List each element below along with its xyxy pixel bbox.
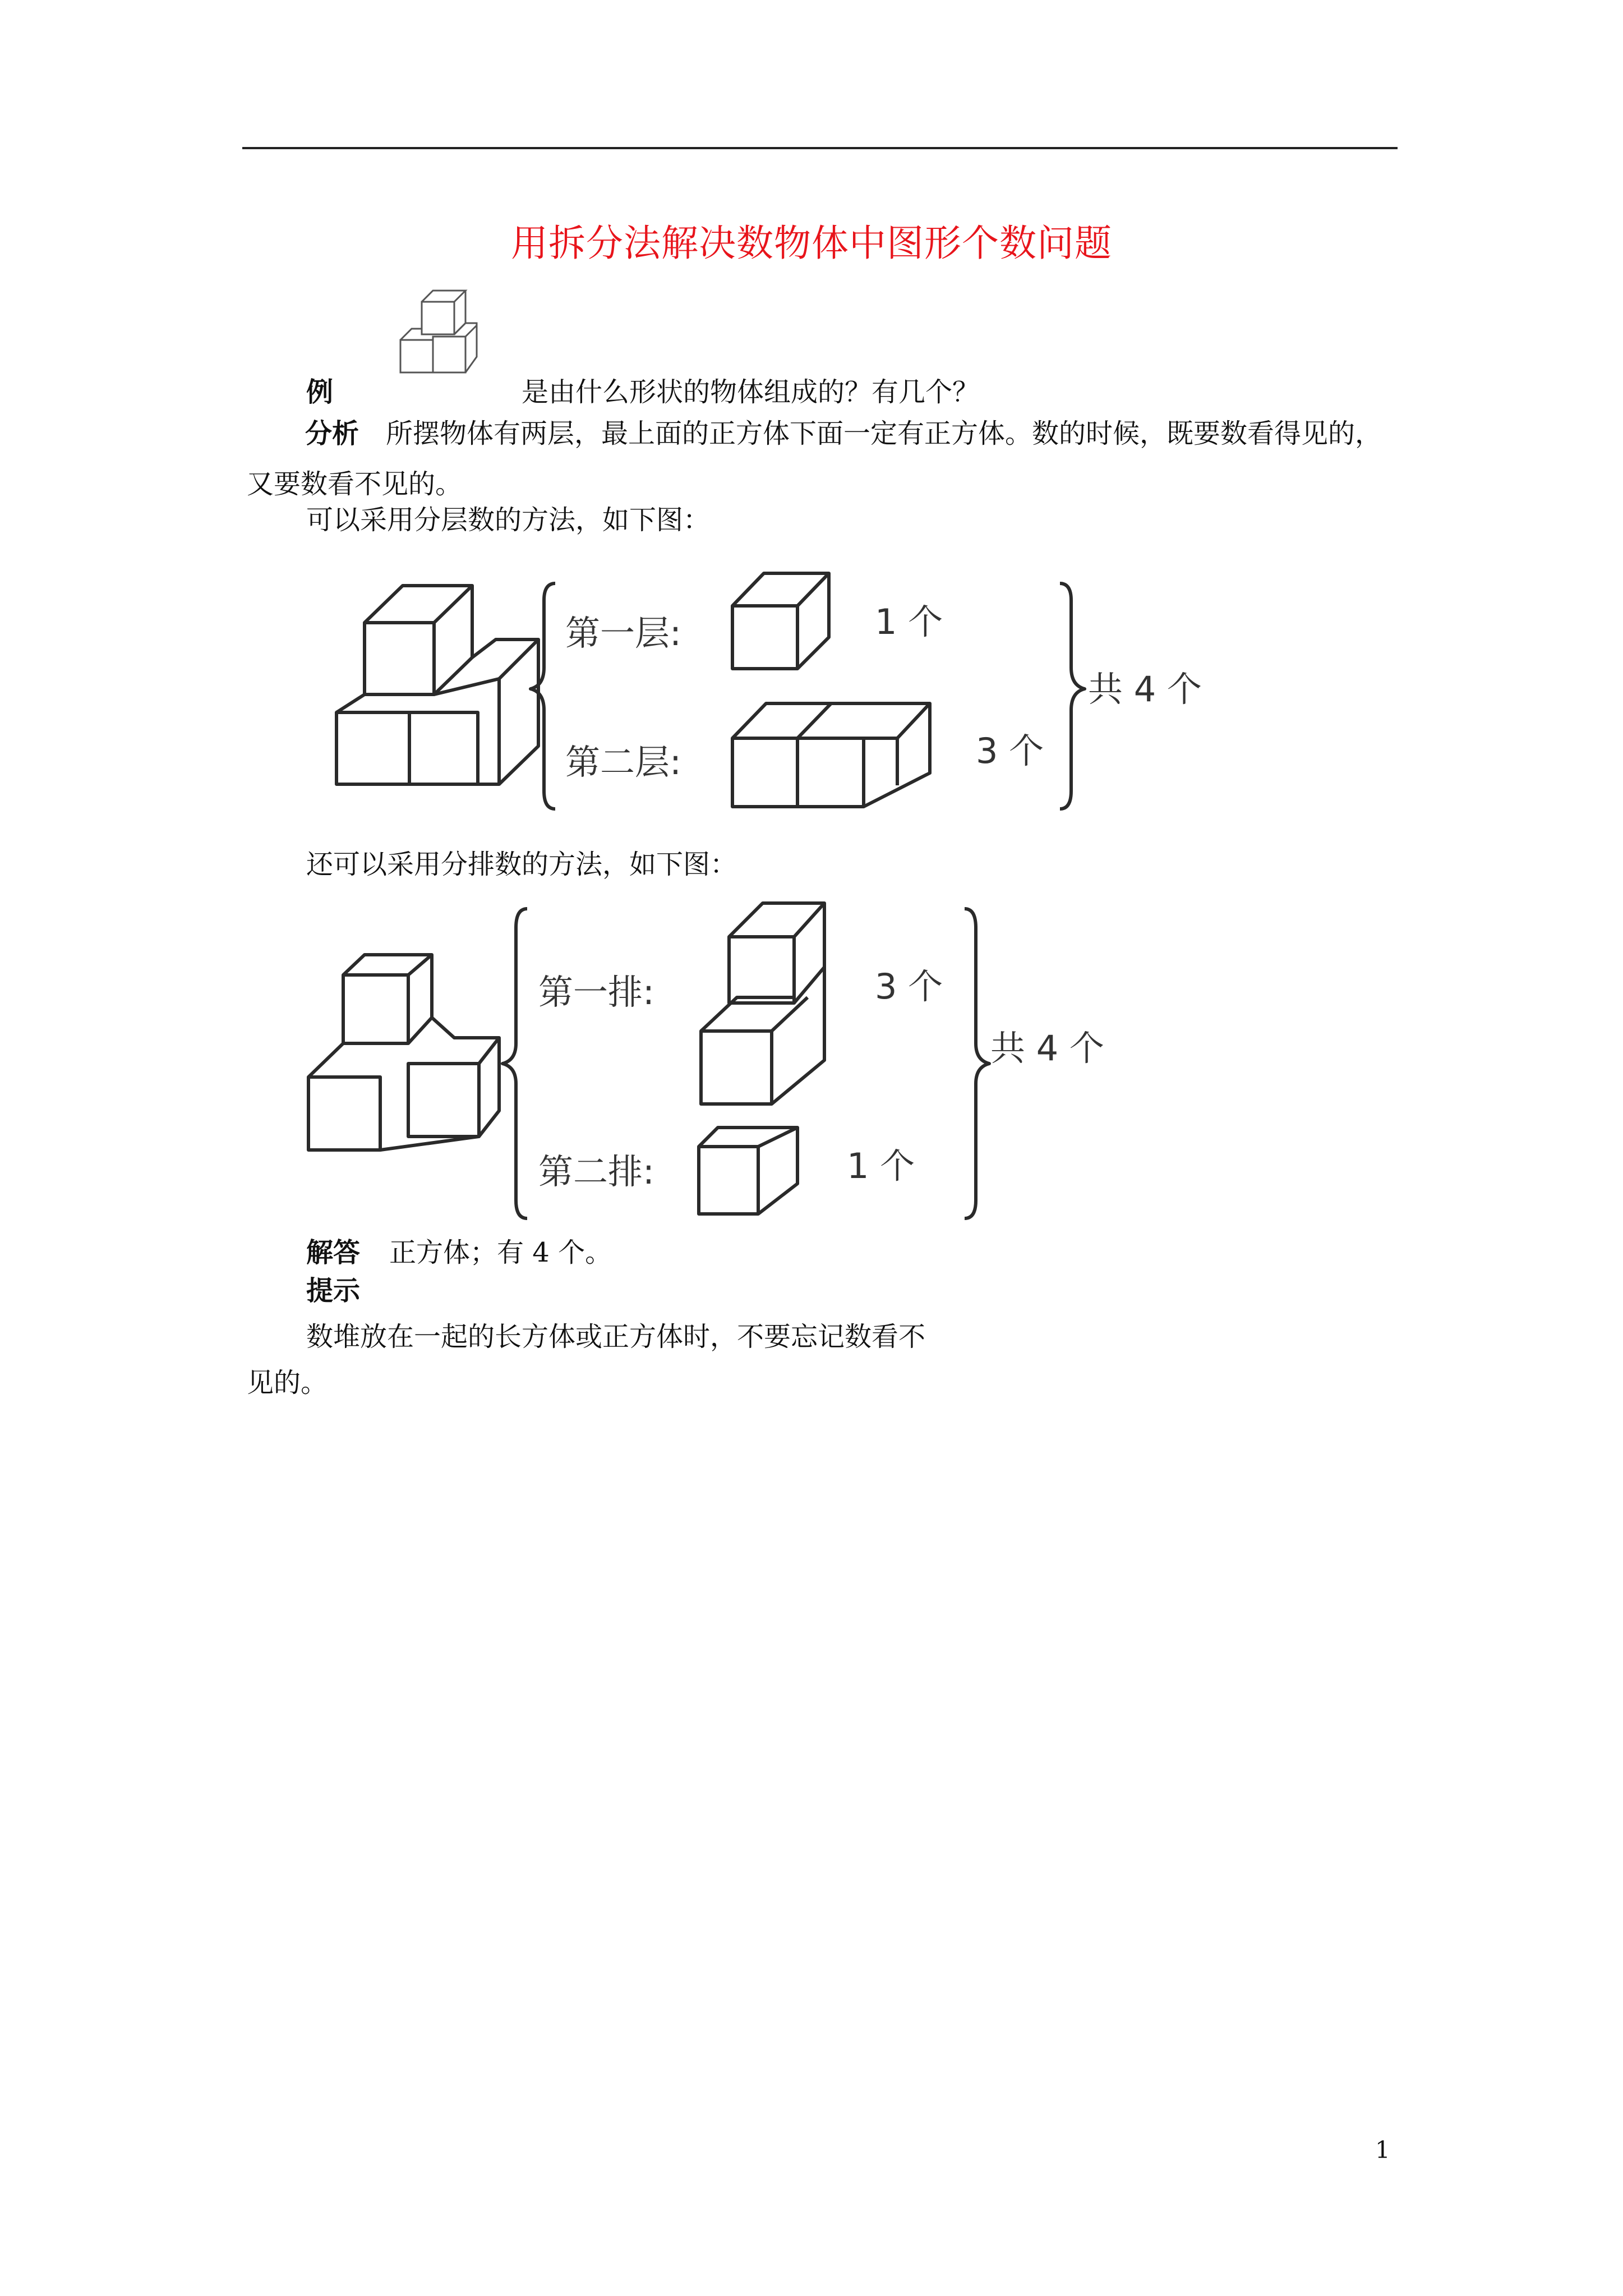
example-label: 例 <box>306 376 334 408</box>
example-line <box>306 374 333 411</box>
layer1-label: 第一层: <box>565 613 681 654</box>
layer1-count: 1 个 <box>875 601 943 642</box>
example-question: 是由什么形状的物体组成的？有几个？ <box>522 376 980 408</box>
answer-label: 解答 <box>306 1237 361 1268</box>
row-figure <box>292 892 1144 1228</box>
header-rule <box>242 147 1398 149</box>
tip-label-line <box>306 1272 360 1309</box>
answer-text: 正方体；有 4 个。 <box>389 1237 612 1268</box>
row2-count: 1 个 <box>847 1145 915 1186</box>
page-title: 用拆分法解决数物体中图形个数问题 <box>511 222 1112 265</box>
row-method-intro: 还可以采用分排数的方法，如下图： <box>306 849 737 880</box>
row1-count: 3 个 <box>875 966 943 1007</box>
layer2-label: 第二层: <box>565 742 681 783</box>
answer-line <box>306 1234 612 1271</box>
example-cube-figure <box>393 286 522 381</box>
analysis-label: 分析 <box>305 418 359 449</box>
layer-method-intro: 可以采用分层数的方法，如下图： <box>306 504 711 536</box>
analysis-paragraph <box>247 408 1402 509</box>
layer-figure <box>314 561 1245 825</box>
tip-label: 提示 <box>306 1275 361 1306</box>
layer2-count: 3 个 <box>976 730 1044 771</box>
analysis-text: 所摆物体有两层，最上面的正方体下面一定有正方体。数的时候，既要数看得见的，又要数看不见的。 <box>247 418 1382 500</box>
page-number: 1 <box>1375 2136 1390 2164</box>
tip-text-line2: 见的。 <box>247 1367 328 1398</box>
row-total: 共 4 个 <box>990 1028 1104 1069</box>
row2-label: 第二排: <box>538 1151 654 1192</box>
tip-text-line1: 数堆放在一起的长方体或正方体时，不要忘记数看不 <box>306 1321 926 1352</box>
layer-total: 共 4 个 <box>1088 669 1202 710</box>
row1-label: 第一排: <box>538 972 654 1013</box>
